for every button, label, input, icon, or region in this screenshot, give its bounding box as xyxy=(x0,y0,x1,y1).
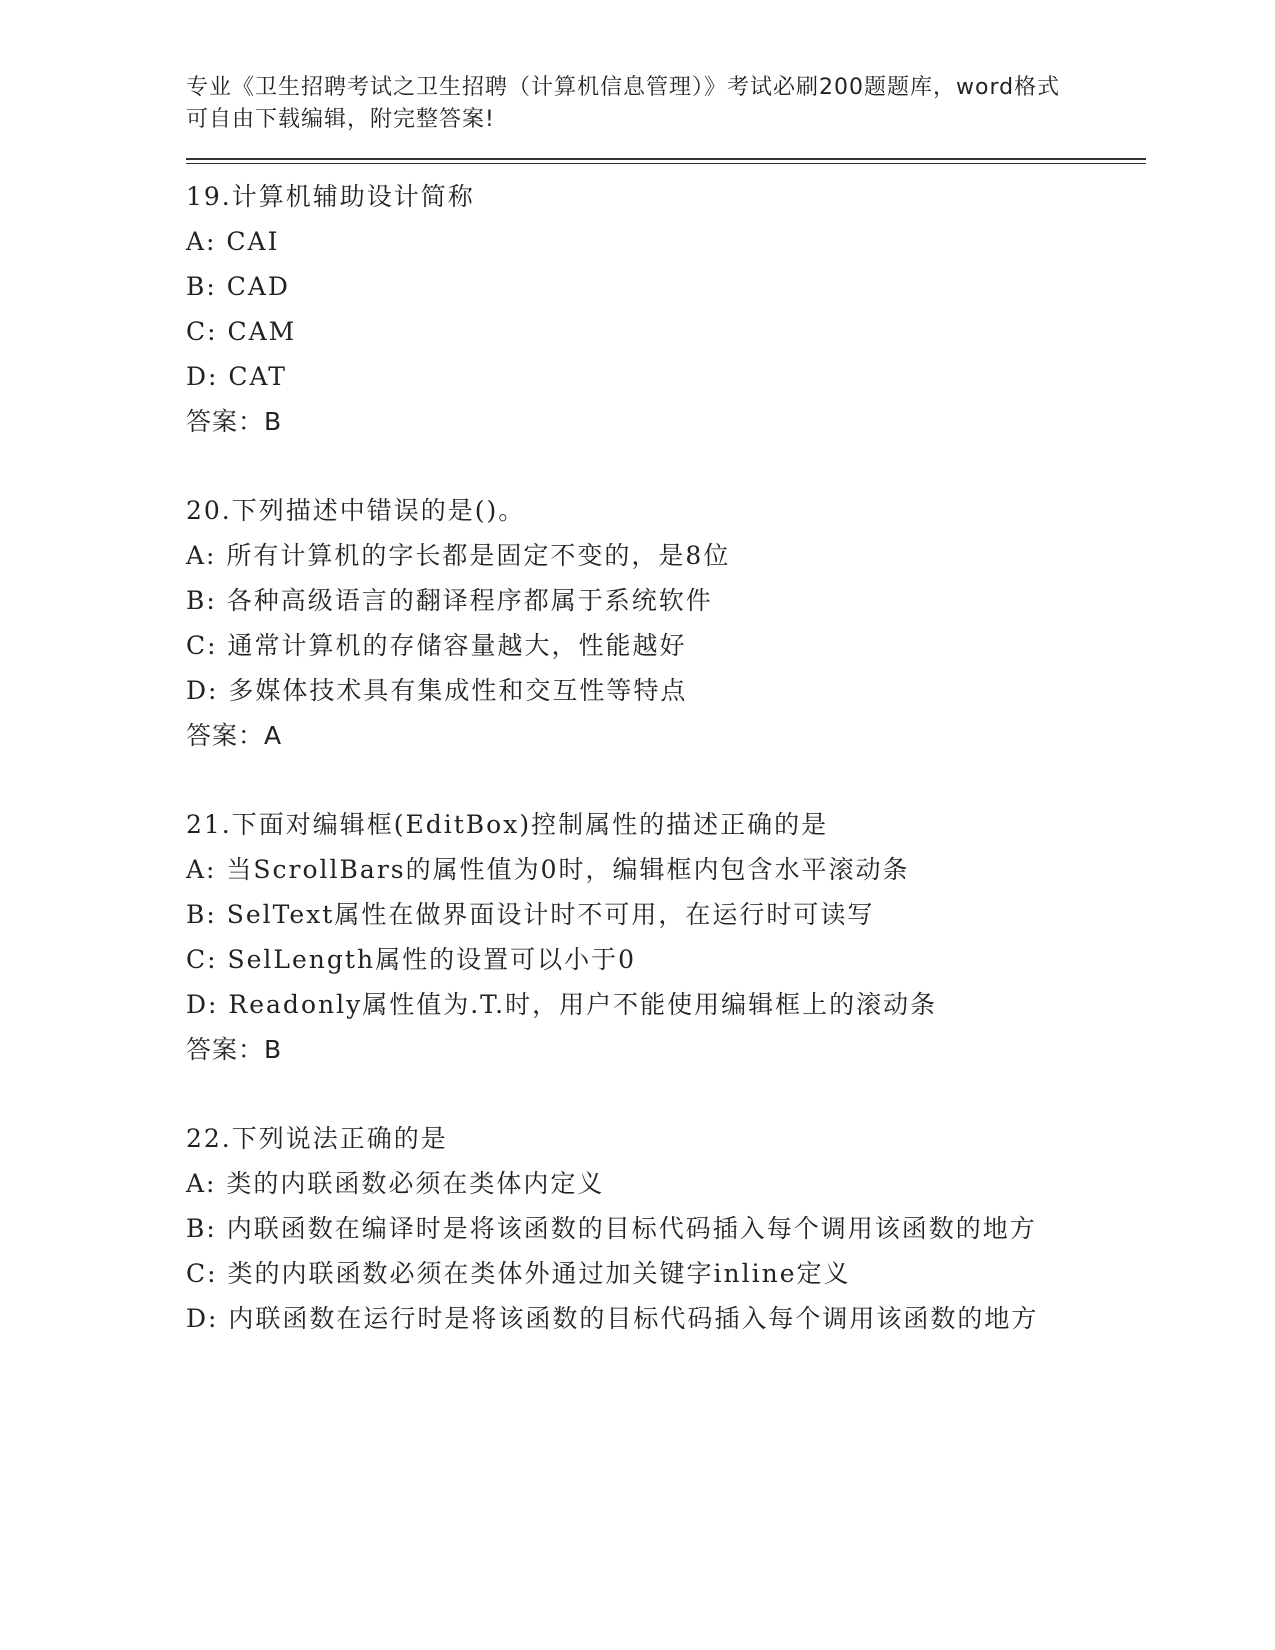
question-21 xyxy=(186,802,1146,1072)
option-a: A: 当ScrollBars的属性值为0时，编辑框内包含水平滚动条 xyxy=(186,855,910,884)
option-d: D: 内联函数在运行时是将该函数的目标代码插入每个调用该函数的地方 xyxy=(186,1304,1039,1333)
question-20 xyxy=(186,488,1146,758)
option-d: D: 多媒体技术具有集成性和交互性等特点 xyxy=(186,676,688,705)
option-c: C: 通常计算机的存储容量越大，性能越好 xyxy=(186,631,687,660)
option-b: B: 内联函数在编译时是将该函数的目标代码插入每个调用该函数的地方 xyxy=(186,1214,1037,1243)
option-d: D: CAT xyxy=(186,362,287,391)
option-a: A: 所有计算机的字长都是固定不变的，是8位 xyxy=(186,541,731,570)
answer-line: 答案：A xyxy=(186,721,283,750)
answer-line: 答案：B xyxy=(186,407,283,436)
option-a: A: CAI xyxy=(186,227,280,256)
question-stem: 20.下列描述中错误的是()。 xyxy=(186,496,526,525)
question-22 xyxy=(186,1116,1146,1341)
document-header: 专业《卫生招聘考试之卫生招聘（计算机信息管理）》考试必刷200题题库，word格式可自由下载编辑，附完整答案! xyxy=(186,75,1061,132)
option-d: D: Readonly属性值为.T.时，用户不能使用编辑框上的滚动条 xyxy=(186,990,938,1019)
question-list xyxy=(186,174,1146,1341)
document-page xyxy=(186,72,1146,1385)
option-b: B: 各种高级语言的翻译程序都属于系统软件 xyxy=(186,586,713,615)
option-b: B: CAD xyxy=(186,272,290,301)
question-stem: 22.下列说法正确的是 xyxy=(186,1124,448,1153)
option-b: B: SelText属性在做界面设计时不可用，在运行时可读写 xyxy=(186,900,875,929)
question-19 xyxy=(186,174,1146,444)
question-stem: 21.下面对编辑框(EditBox)控制属性的描述正确的是 xyxy=(186,810,829,839)
option-c: C: 类的内联函数必须在类体外通过加关键字inline定义 xyxy=(186,1259,851,1288)
option-a: A: 类的内联函数必须在类体内定义 xyxy=(186,1169,605,1198)
question-stem: 19.计算机辅助设计简称 xyxy=(186,182,475,211)
option-c: C: SelLength属性的设置可以小于0 xyxy=(186,945,636,974)
answer-line: 答案：B xyxy=(186,1035,283,1064)
header-divider xyxy=(186,158,1146,164)
option-c: C: CAM xyxy=(186,317,297,346)
